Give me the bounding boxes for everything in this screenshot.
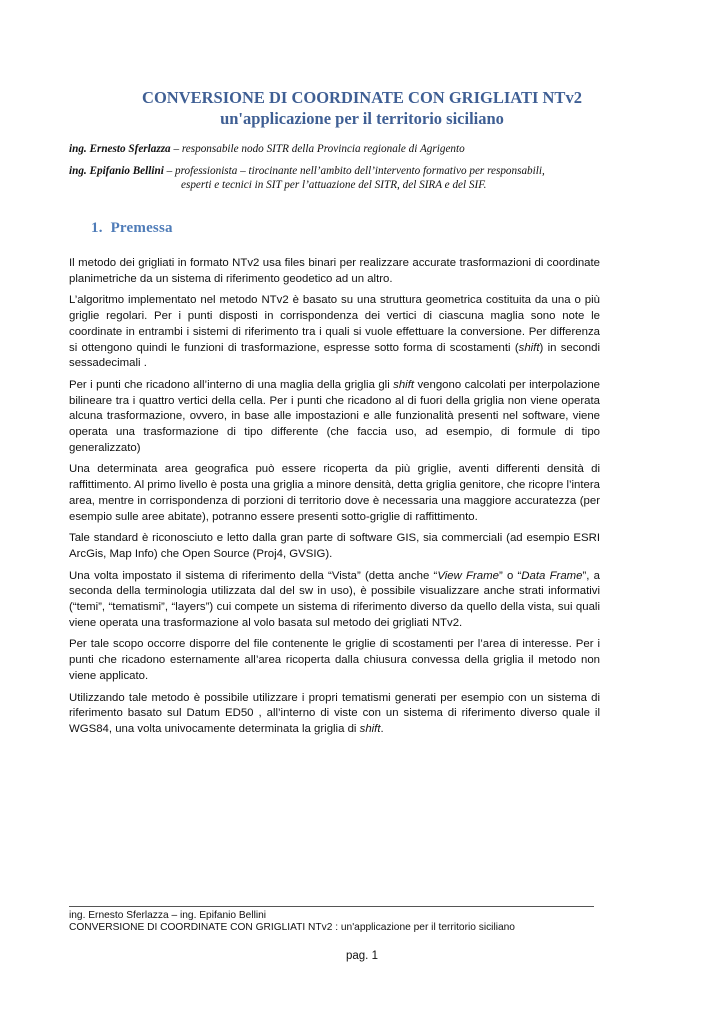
document-subtitle: un'applicazione per il territorio siciliano — [220, 109, 504, 128]
paragraph-text: . — [380, 722, 384, 735]
paragraph-text: ” o “ — [498, 569, 522, 582]
paragraph — [69, 569, 600, 632]
italic-text: shift — [359, 722, 381, 735]
italic-text: Data Frame — [521, 569, 583, 582]
author-role: – responsabile nodo SITR della Provincia regionale di Agrigento — [170, 143, 465, 155]
paragraph-text: Per tale scopo occorre disporre del file contenente le griglie di scostamenti per l’area di interesse. Per i punti che ricadono esternamente all’area ricoperta dalla chiusura convessa della griglia il metodo non viene applicato. — [69, 638, 600, 682]
italic-text: View Frame — [437, 569, 499, 582]
paragraph-text: vengono calcolati per interpolazione bilineare tra i quattro vertici della cella. Per i punti che ricadono al di fuori della griglia non viene operata alcuna trasformazione, ovvero, in base alle impostazioni e alle funzionalità presenti nel software, viene operata una trasformazione di tipo differente (che faccia uso, ad esempio, di formule di tipo generalizzato) — [69, 378, 600, 454]
paragraph-text: Utilizzando tale metodo è possibile utilizzare i propri tematismi generati per esempio con un sistema di riferimento basato sul Datum ED50 , all’interno di viste con un sistema di riferimento diverso quale il WGS84, una volta univocamente determinata la griglia di — [69, 691, 600, 735]
page-footer — [69, 910, 629, 934]
paragraph-text: Una determinata area geografica può essere ricoperta da più griglie, aventi differenti densità di raffittimento. Al primo livello è posta una griglia a minore densità, detta griglia genitore, che ricopre l’intera area, mentre in corrispondenza di porzioni di territorio dove è necessaria una maggiore accuratezza (per esempio sulle aree abitate), potranno essere presenti sotto-griglie di raffittimento. — [69, 463, 600, 523]
author-line — [69, 165, 609, 192]
paragraph — [69, 256, 600, 287]
italic-text: shift — [393, 378, 415, 391]
paragraph-text: ) in secondi sessadecimali . — [69, 341, 600, 370]
footer-divider — [69, 906, 594, 907]
paragraph — [69, 637, 600, 684]
footer-document-title: CONVERSIONE DI COORDINATE CON GRIGLIATI NTv2 : un'applicazione per il territorio siciliano — [69, 922, 515, 933]
paragraph — [69, 462, 600, 525]
body-text — [69, 256, 600, 744]
document-title: CONVERSIONE DI COORDINATE CON GRIGLIATI NTv2 — [142, 88, 582, 107]
author-role-continuation: esperti e tecnici in SIT per l’attuazione del SITR, del SIRA e del SIF. — [181, 178, 487, 191]
paragraph — [69, 691, 600, 738]
section-heading — [91, 220, 173, 237]
paragraph-text: Una volta impostato il sistema di riferimento della “Vista” (detta anche “ — [69, 569, 438, 582]
page-number: pag. 1 — [346, 950, 378, 962]
paragraph — [69, 378, 600, 457]
paragraph-text: Per i punti che ricadono all’interno di una maglia della griglia gli — [69, 378, 394, 391]
author-name: ing. Ernesto Sferlazza — [69, 143, 171, 155]
paragraph — [69, 293, 600, 372]
paragraph-text: ”, a seconda della terminologia utilizzata dal del sw in uso), è possibile visualizzare anche strati informativi (“temi”, “tematismi”, “layers”) cui compete un sistema di riferimento diverso da quello della vista, sui quali viene operata una trasformazione al volo basata sul metodo dei grigliati NTv2. — [69, 569, 600, 629]
italic-text: shift — [518, 341, 540, 354]
section-title: Premessa — [110, 220, 173, 236]
author-role: – professionista – tirocinante nell’ambito dell’intervento formativo per responsabili, — [163, 165, 545, 177]
paragraph — [69, 531, 600, 562]
paragraph-text: Il metodo dei grigliati in formato NTv2 usa files binari per realizzare accurate trasformazioni di coordinate planimetriche da un sistema di riferimento geodetico ad un altro. — [69, 257, 600, 285]
author-line — [69, 143, 609, 157]
paragraph-text: Tale standard è riconosciuto e letto dalla gran parte di software GIS, sia commerciali (ad esempio ESRI ArcGis, Map Info) che Open Source (Proj4, GVSIG). — [69, 532, 600, 560]
author-name: ing. Epifanio Bellini — [69, 165, 164, 177]
footer-authors: ing. Ernesto Sferlazza – ing. Epifanio Bellini — [69, 910, 267, 921]
section-number: 1. — [91, 220, 103, 236]
paragraph-text: L’algoritmo implementato nel metodo NTv2 è basato su una struttura geometrica costituita da una o più griglie regolari. Per i punti disposti in corrispondenza dei vertici di ciascuna maglia sono note le coordinate in entrambi i sistemi di riferimento tra i quali si vuole effettuare la conversione. Per differenza si ottengono quindi le funzioni di trasformazione, espresse sotto forma di scostamenti ( — [69, 294, 600, 354]
